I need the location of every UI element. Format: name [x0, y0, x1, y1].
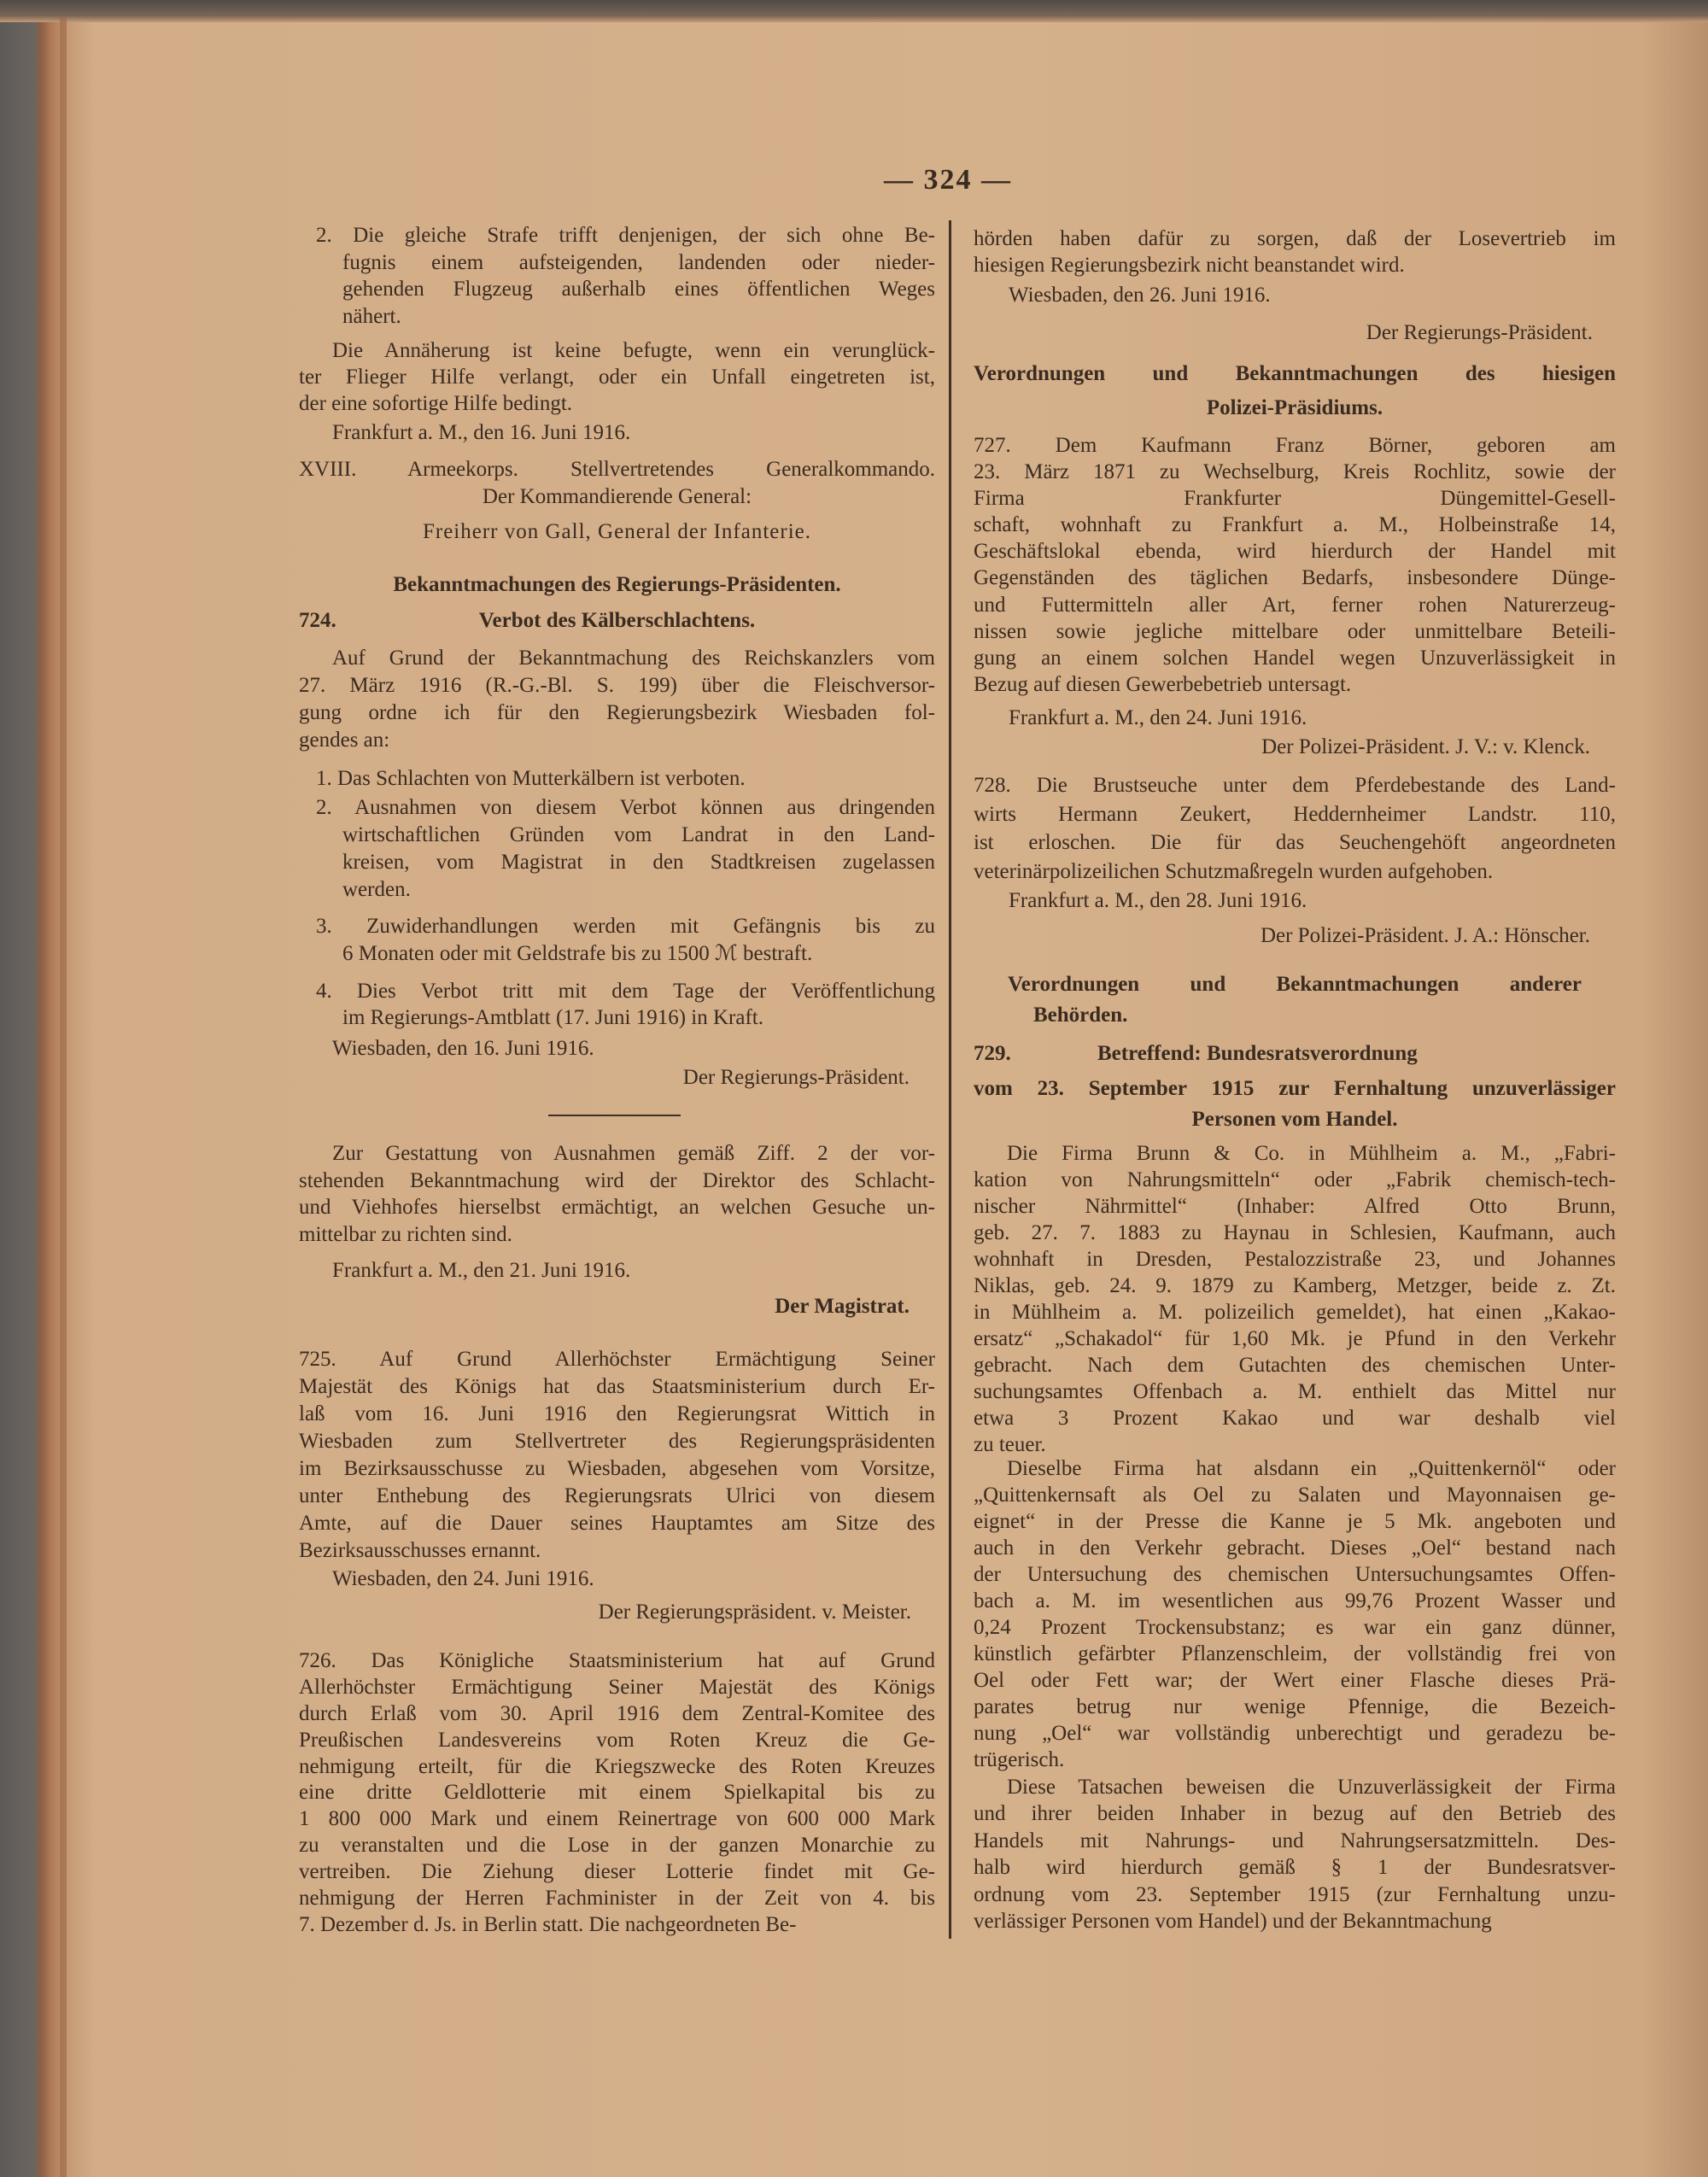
text-line: nissen sowie jegliche mittelbare oder unmittelbare Beteili- [974, 619, 1616, 643]
dateline: Wiesbaden, den 24. Juni 1916. [332, 1567, 594, 1590]
paragraph [974, 1140, 1616, 1458]
section-heading: Bekanntmachungen des Regierungs-Präsidenten. [393, 573, 841, 596]
text-line: halb wird hierdurch gemäß § 1 der Bundesratsver- [974, 1856, 1616, 1880]
notice-subtitle [974, 1074, 1616, 1135]
text-line: ersatz“ „Schakadol“ für 1,60 Mk. je Pfund in den Verkehr [974, 1327, 1616, 1350]
dateline: Wiesbaden, den 16. Juni 1916. [332, 1037, 594, 1060]
signature: Der Regierungs-Präsident. [682, 1066, 910, 1089]
notice-number: 724. [299, 609, 336, 632]
list-item [299, 913, 935, 968]
text-line: nehmigung der Herren Fachminister in der Zeit von 4. bis [299, 1887, 935, 1911]
text-line: 0,24 Prozent Trockensubstanz; es war ein ganz dünner, [974, 1616, 1616, 1639]
text-line: veterinärpolizeilichen Schutzmaßregeln wurden aufgehoben. [974, 860, 1494, 884]
text-line: zu veranstalten und die Lose in der ganzen Monarchie zu [299, 1834, 935, 1858]
paragraph [299, 1140, 935, 1249]
text-line: zu teuer. [974, 1433, 1046, 1456]
text-line: und ihrer beiden Inhaber in bezug auf den Betrieb des [974, 1802, 1616, 1826]
text-line: durch Erlaß vom 30. April 1916 dem Zentral-Komitee des [299, 1701, 935, 1725]
text-line: wirtschaftlichen Gründen vom Landrat in den Land- [342, 823, 935, 846]
text-line: der Untersuchung des chemischen Untersuchungsamtes Offen- [974, 1563, 1616, 1586]
dateline: Frankfurt a. M., den 24. Juni 1916. [1009, 706, 1307, 729]
text-line: 727. Dem Kaufmann Franz Börner, geboren am [974, 434, 1616, 457]
text-line: im Bezirksausschusse zu Wiesbaden, abgesehen vom Vorsitze, [299, 1457, 935, 1480]
text-line: 726. Das Königliche Staatsministerium hat auf Grund [299, 1649, 935, 1672]
signature: Der Regierungspräsident. v. Meister. [598, 1601, 911, 1624]
text-line: Diese Tatsachen beweisen die Unzuverlässigkeit der Firma [1007, 1776, 1616, 1799]
notice-728 [974, 771, 1616, 887]
text-line: Gegenständen des täglichen Bedarfs, insbesondere Dünge- [974, 566, 1616, 590]
text-line: kation von Nahrungsmitteln“ oder „Fabrik chemisch-tech- [974, 1168, 1616, 1191]
text-line: 2. Ausnahmen von diesem Verbot können aus dringenden [316, 796, 935, 819]
dateline: Frankfurt a. M., den 21. Juni 1916. [332, 1259, 631, 1282]
text-line: ter Flieger Hilfe verlangt, oder ein Unfall eingetreten ist, [299, 366, 935, 389]
text-line: 1 800 000 Mark und einem Reinertrage von 600 000 Mark [299, 1807, 935, 1831]
text-line: wohnhaft in Dresden, Pestalozzistraße 23, und Johannes [974, 1248, 1616, 1271]
notice-number: 729. [974, 1042, 1011, 1065]
text-line: 6 Monaten oder mit Geldstrafe bis zu 1500 ℳ bestraft. [342, 942, 813, 965]
text-line: Verordnungen und Bekanntmachungen anderer [1008, 973, 1582, 996]
signature: Der Magistrat. [775, 1295, 910, 1318]
text-line: gendes an: [299, 729, 390, 752]
page-number: — 324 — [884, 164, 1012, 196]
dateline: Wiesbaden, den 26. Juni 1916. [1009, 284, 1271, 307]
notice-726-continued [974, 225, 1616, 278]
text-line: nischer Nährmittel“ (Inhaber: Alfred Otto Brunn, [974, 1195, 1616, 1218]
text-line: eine dritte Geldlotterie mit einem Spielkapital bis zu [299, 1781, 935, 1805]
text-line: 4. Dies Verbot tritt mit dem Tage der Veröffentlichung [316, 980, 935, 1003]
text-line: auch in den Verkehr gebracht. Dieses „Oel“ bestand nach [974, 1536, 1616, 1560]
text-line: in Mühlheim a. M. polizeilich gemeldet), hat einen „Kakao- [974, 1301, 1616, 1324]
column-divider [949, 220, 951, 1939]
text-line: Bezirksausschusses ernannt. [299, 1539, 541, 1562]
text-line: gung an einem solchen Handel wegen Unzuverlässigkeit in [974, 646, 1616, 670]
text-line: Allerhöchster Ermächtigung Seiner Majestät des Königs [299, 1675, 935, 1699]
section-rule [548, 1115, 681, 1116]
text-line: suchungsamtes Offenbach a. M. enthielt das Mittel nur [974, 1380, 1616, 1403]
text-line: wirts Hermann Zeukert, Heddernheimer Landstr. 110, [974, 802, 1616, 826]
text-line: Preußischen Landesvereins vom Roten Kreuz die Ge- [299, 1728, 935, 1752]
text-line: Verordnungen und Bekanntmachungen des hiesigen [974, 362, 1616, 385]
paragraph [974, 1455, 1616, 1773]
list-item [299, 794, 935, 904]
signature-corps: XVIII. Armeekorps. Stellvertretendes Generalkommando. [299, 458, 935, 481]
text-line: 1. Das Schlachten von Mutterkälbern ist verboten. [316, 767, 746, 790]
text-line: gehenden Flugzeug außerhalb eines öffentlichen Weges [342, 278, 935, 301]
text-line: im Regierungs-Amtblatt (17. Juni 1916) in Kraft. [342, 1006, 763, 1029]
list-item [299, 765, 935, 793]
text-line: nehmigung erteilt, für die Kriegszwecke des Roten Kreuzes [299, 1754, 935, 1778]
text-line: Geschäftslokal ebenda, wird hierdurch der Handel mit [974, 540, 1616, 564]
paragraph [299, 645, 935, 754]
text-line: eignet“ in der Presse die Kanne je 5 Mk. angeboten und [974, 1510, 1616, 1533]
text-line: unter Enthebung des Regierungsrats Ulrici von diesem [299, 1484, 935, 1507]
section-heading [974, 969, 1616, 1031]
text-line: 2. Die gleiche Strafe trifft denjenigen, der sich ohne Be- [316, 224, 935, 247]
text-line: etwa 3 Prozent Kakao und war deshalb viel [974, 1407, 1616, 1430]
text-line: Amte, auf die Dauer seines Hauptamtes am Sitze des [299, 1512, 935, 1535]
text-line: schaft, wohnhaft zu Frankfurt a. M., Holbeinstraße 14, [974, 513, 1616, 537]
text-line: künstlich gefärbter Pflanzenschleim, der vollständig frei von [974, 1642, 1616, 1665]
text-line: hörden haben dafür zu sorgen, daß der Losevertrieb im [974, 227, 1616, 250]
text-line: und Futtermitteln aller Art, ferner rohen Naturerzeug- [974, 593, 1616, 617]
text-line: parates betrug nur wenige Pfennige, die Bezeich- [974, 1695, 1616, 1718]
text-line: 7. Dezember d. Js. in Berlin statt. Die nachgeordneten Be- [299, 1912, 797, 1936]
text-line: Zur Gestattung von Ausnahmen gemäß Ziff. 2 der vor- [332, 1142, 935, 1165]
text-line: Polizei-Präsidiums. [1206, 396, 1383, 419]
text-line: 3. Zuwiderhandlungen werden mit Gefängnis bis zu [316, 915, 935, 938]
dateline: Frankfurt a. M., den 16. Juni 1916. [332, 421, 631, 444]
section-heading [974, 357, 1616, 425]
notice-title: Betreffend: Bundesratsverordnung [1097, 1042, 1418, 1065]
text-line: Die Firma Brunn & Co. in Mühlheim a. M., „Fabri- [1007, 1142, 1616, 1165]
text-line: Die Annäherung ist keine befugte, wenn ein verunglück- [332, 339, 935, 362]
text-line: Behörden. [1033, 1004, 1128, 1027]
signature: Der Polizei-Präsident. J. V.: v. Klenck. [1261, 735, 1590, 758]
notice-726 [299, 1648, 935, 1939]
book-edge-top [0, 0, 1708, 22]
text-line: Handels mit Nahrungs- und Nahrungsersatzmitteln. Des- [974, 1829, 1616, 1852]
text-line: ordnung vom 23. September 1915 (zur Fernhaltung unzu- [974, 1882, 1616, 1906]
text-line: Majestät des Königs hat das Staatsministerium durch Er- [299, 1375, 935, 1398]
paragraph-item-2 [299, 222, 935, 330]
signature: Der Regierungs-Präsident. [1366, 321, 1593, 344]
text-line: 725. Auf Grund Allerhöchster Ermächtigung Seiner [299, 1348, 935, 1371]
text-line: Niklas, geb. 24. 9. 1879 zu Kamberg, Metzger, beide z. Zt. [974, 1274, 1616, 1297]
text-line: Auf Grund der Bekanntmachung des Reichskanzlers vom [332, 647, 935, 670]
paragraph [974, 1774, 1616, 1934]
text-line: 23. März 1871 zu Wechselburg, Kreis Rochlitz, sowie der [974, 460, 1616, 484]
list-item [299, 978, 935, 1031]
text-line: Personen vom Handel. [1191, 1108, 1398, 1131]
text-line: gung ordne ich für den Regierungsbezirk Wiesbaden fol- [299, 701, 935, 724]
text-line: trügerisch. [974, 1748, 1065, 1771]
text-line: bach a. M. im wesentlichen aus 99,76 Prozent Wasser und [974, 1589, 1616, 1612]
signature-title: Der Kommandierende General: [482, 485, 752, 508]
page-stack-edge [60, 17, 67, 2177]
text-line: „Quittenkernsaft als Oel zu Salaten und Mayonnaisen ge- [974, 1484, 1616, 1507]
text-line: hiesigen Regierungsbezirk nicht beanstandet wird. [974, 254, 1405, 277]
text-line: vertreiben. Die Ziehung dieser Lotterie findet mit Ge- [299, 1860, 935, 1884]
text-line: kreisen, vom Magistrat in den Stadtkreisen zugelassen [342, 851, 935, 874]
text-line: werden. [342, 878, 411, 901]
text-line: geb. 27. 7. 1883 zu Haynau in Schlesien, Kaufmann, auch [974, 1221, 1616, 1244]
text-line: Bezug auf diesen Gewerbebetrieb untersagt. [974, 672, 1352, 696]
signature: Der Polizei-Präsident. J. A.: Hönscher. [1260, 924, 1590, 947]
text-line: fugnis einem aufsteigenden, landenden oder nieder- [342, 250, 935, 274]
text-line: verlässiger Personen vom Handel) und der Bekanntmachung [974, 1909, 1492, 1933]
text-line: Firma Frankfurter Düngemittel-Gesell- [974, 487, 1616, 511]
text-line: Wiesbaden zum Stellvertreter des Regierungspräsidenten [299, 1430, 935, 1453]
text-line: der eine sofortige Hilfe bedingt. [299, 392, 573, 415]
signature-name: Freiherr von Gall, General der Infanterie. [422, 520, 811, 543]
text-line: 27. März 1916 (R.-G.-Bl. S. 199) über die Fleischversor- [299, 674, 935, 697]
text-line: und Viehhofes hierselbst ermächtigt, an welchen Gesuche un- [299, 1196, 935, 1220]
text-line: Dieselbe Firma hat alsdann ein „Quittenkernöl“ oder [1007, 1457, 1616, 1480]
text-line: nähert. [342, 304, 401, 328]
text-line: ist erloschen. Die für das Seuchengehöft angeordneten [974, 831, 1616, 855]
text-line: laß vom 16. Juni 1916 den Regierungsrat Wittich in [299, 1402, 935, 1425]
notice-title: Verbot des Kälberschlachtens. [478, 609, 756, 632]
notice-725 [299, 1346, 935, 1565]
text-line: mittelbar zu richten sind. [299, 1223, 512, 1247]
text-line: stehenden Bekanntmachung wird der Direktor des Schlacht- [299, 1168, 935, 1192]
text-line: 728. Die Brustseuche unter dem Pferdebestande des Land- [974, 774, 1616, 797]
paragraph-approach [299, 337, 935, 417]
text-line: vom 23. September 1915 zur Fernhaltung unzuverlässiger [974, 1077, 1616, 1100]
text-line: nung „Oel“ war vollständig unberechtigt und geradezu be- [974, 1722, 1616, 1745]
notice-727 [974, 432, 1616, 698]
text-line: Oel oder Fett war; der Wert einer Flasche dieses Prä- [974, 1669, 1616, 1692]
text-line: gebracht. Nach dem Gutachten des chemischen Unter- [974, 1354, 1616, 1377]
dateline: Frankfurt a. M., den 28. Juni 1916. [1009, 889, 1307, 912]
